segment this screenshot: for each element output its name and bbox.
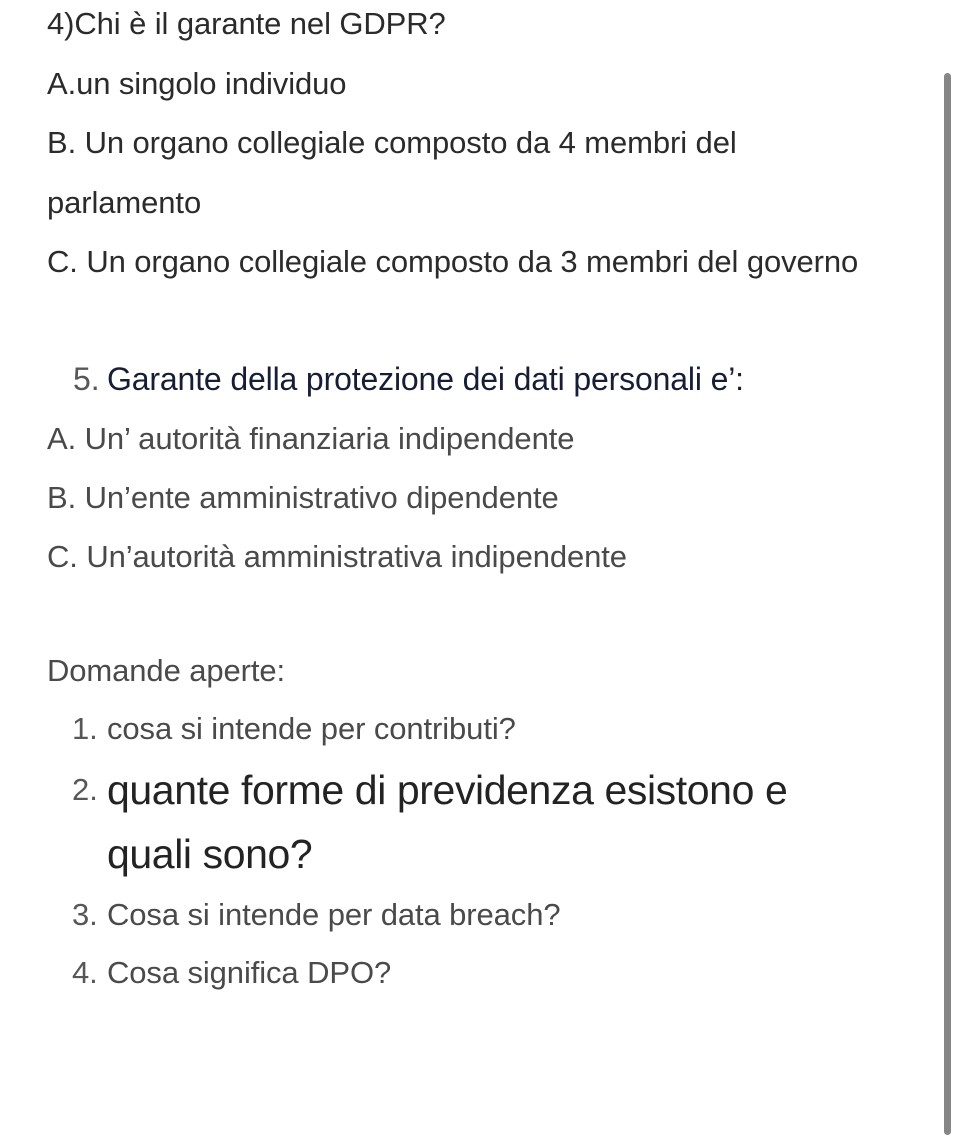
question-4-option-a: A.un singolo individuo xyxy=(47,65,347,101)
open-questions-heading: Domande aperte: xyxy=(47,652,286,688)
question-5-option-a: A. Un’ autorità finanziaria indipendente xyxy=(47,420,575,456)
question-4-option-c: C. Un organo collegiale composto da 3 membri del governo xyxy=(47,244,859,279)
question-5-list-item xyxy=(47,350,890,409)
open-question-item-4 xyxy=(47,944,890,1002)
question-5-options xyxy=(0,409,930,586)
question-5-option-b: B. Un’ente amministrativo dipendente xyxy=(47,479,559,515)
open-question-text-2: quante forme di previdenza esistono e quali sono? xyxy=(107,766,788,877)
question-5-block xyxy=(0,350,930,409)
spacer-after-question-5 xyxy=(0,586,930,642)
open-questions-block xyxy=(0,642,930,1002)
open-question-number-3: 3. xyxy=(72,896,98,932)
question-4-prompt: 4)Chi è il garante nel GDPR? xyxy=(47,6,446,41)
spacer-after-question-4 xyxy=(0,292,930,350)
question-5-prompt: Garante della protezione dei dati personali e’: xyxy=(107,360,744,397)
open-question-number-1: 1. xyxy=(72,710,98,746)
question-5-option-c: C. Un’autorità amministrativa indipendente xyxy=(47,538,627,574)
open-question-text-1: cosa si intende per contributi? xyxy=(107,710,516,746)
scrollbar-thumb[interactable] xyxy=(944,73,951,1135)
open-question-number-4: 4. xyxy=(72,954,98,990)
vertical-scrollbar[interactable] xyxy=(944,0,960,1142)
open-question-item-2 xyxy=(47,758,890,886)
question-5-number: 5. xyxy=(73,360,100,397)
open-question-item-3 xyxy=(47,886,890,944)
open-question-number-2: 2. xyxy=(72,771,98,807)
question-4-block xyxy=(0,0,930,292)
question-4-option-b: B. Un organo collegiale composto da 4 membri del parlamento xyxy=(47,125,737,220)
open-question-text-3: Cosa si intende per data breach? xyxy=(107,896,561,932)
open-question-text-4: Cosa significa DPO? xyxy=(107,954,392,990)
open-question-item-1 xyxy=(47,700,890,758)
